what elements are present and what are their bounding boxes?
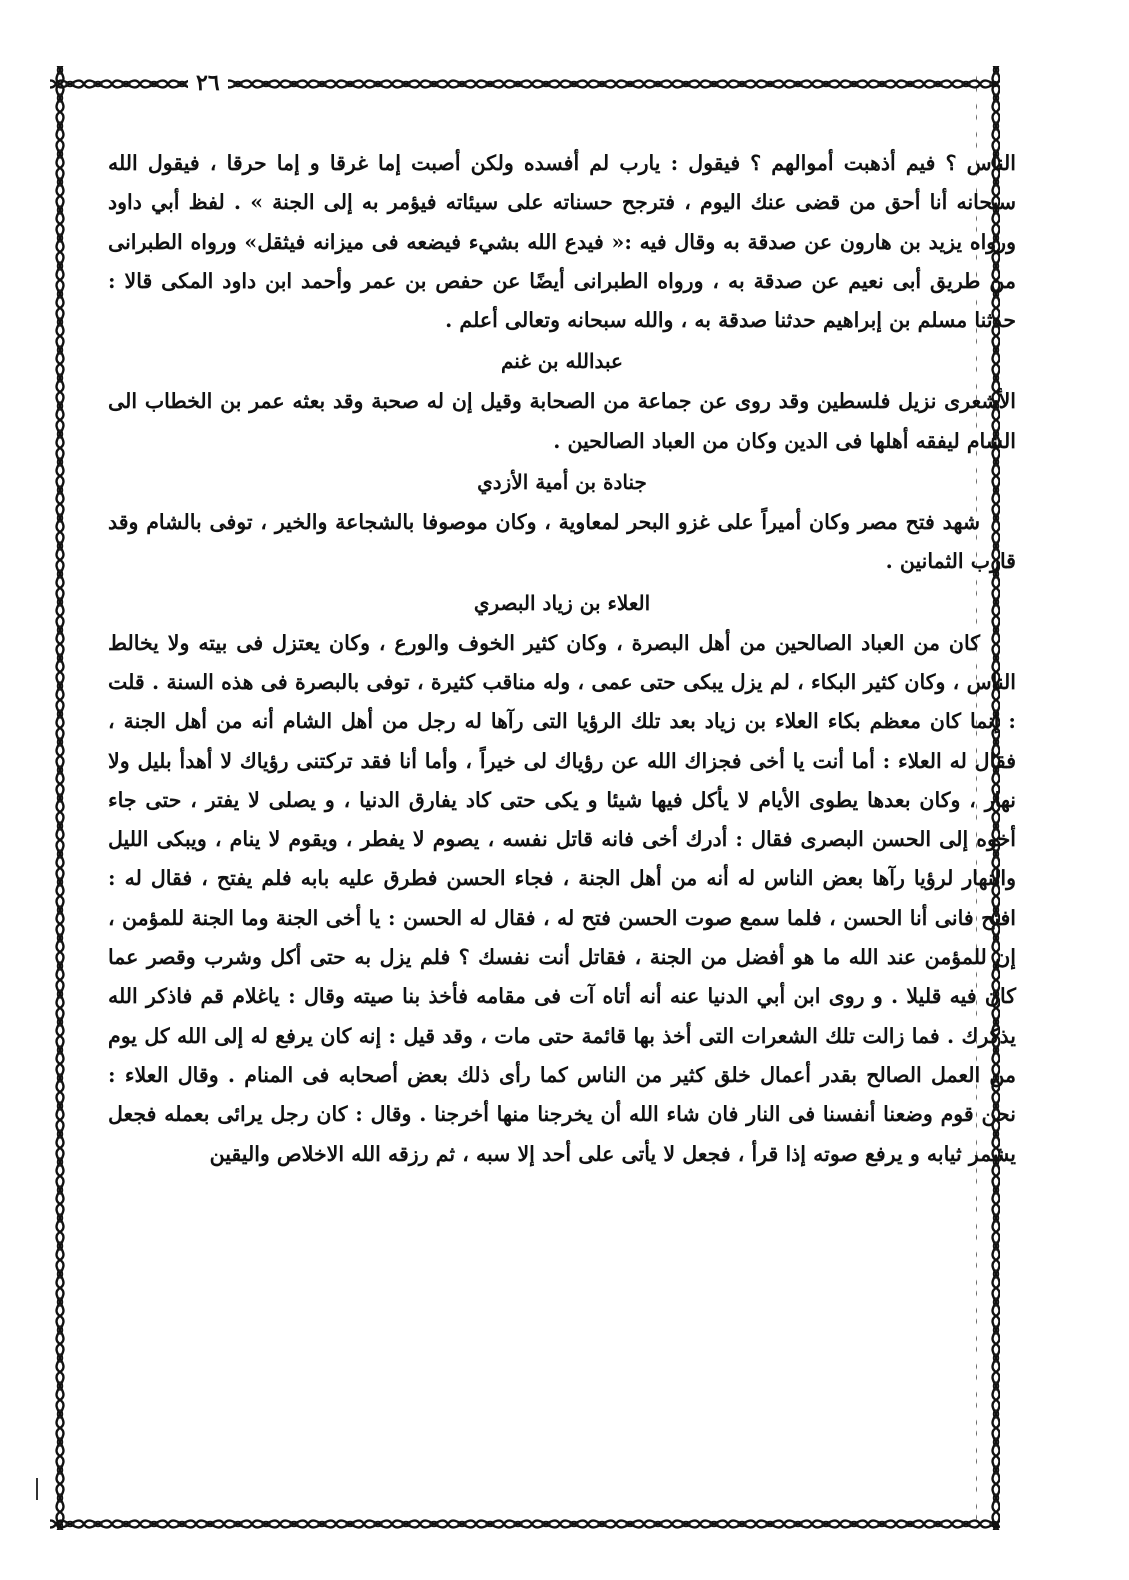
paragraph: الناس ؟ فيم أذهبت أموالهم ؟ فيقول : يارب لم أفسده ولكن أصبت إما غرقا و إما حرقا ، فيقول الله سبحانه أنا أحق من قضى عنك اليوم ، فترجح حسناته على سيئاته فيؤمر به إلى الجنة » . لفظ أبي داود ورواه يزيد بن هارون عن صدقة به وقال فيه :« فيدع الله بشيء فيضعه فى ميزانه فيثقل» ورواه الطبرانى من طريق أبى نعيم عن صدقة به ، ورواه الطبرانى أيضًا عن حفص بن عمر وأحمد ابن داود المكى قالا : حدثنا مسلم بن إبراهيم حدثنا صدقة به ، والله سبحانه وتعالى أعلم . (108, 151, 1016, 333)
section-heading: عبدالله بن غنم (501, 349, 623, 374)
section-heading: العلاء بن زياد البصري (473, 590, 651, 615)
margin-mark (36, 1478, 38, 1500)
paragraph: شهد فتح مصر وكان أميراً على غزو البحر لمعاوية ، وكان موصوفا بالشجاعة والخير ، توفى بالشام وقد قارب الثمانين . (108, 510, 1016, 574)
page-number: ٢٦ (188, 70, 228, 96)
page-text (108, 144, 1016, 1174)
paragraph: الأشعرى نزيل فلسطين وقد روى عن جماعة من الصحابة وقيل إن له صحبة وقد بعثه عمر بن الخطاب الى الشام ليفقه أهلها فى الدين وكان من العباد الصالحين . (108, 389, 1016, 453)
section-heading: جنادة بن أمية الأزدي (477, 470, 647, 495)
paragraph: كان من العباد الصالحين من أهل البصرة ، وكان كثير الخوف والورع ، وكان يعتزل فى بيته ولا يخالط الناس ، وكان كثير البكاء ، لم يزل يبكى حتى عمى ، وله مناقب كثيرة ، توفى بالبصرة فى هذه السنة . قلت : إنما كان معظم بكاء العلاء بن زياد بعد تلك الرؤيا التى رآها له رجل من أهل الشام أنه من أهل الجنة ، فقال له العلاء : أما أنت يا أخى فجزاك الله عن رؤياك لى خيراً ، وأما أنا فقد تركتنى رؤياك لا أهدأ بليل ولا نهار ، وكان بعدها يطوى الأيام لا يأكل فيها شيئا و يكى حتى كاد يفارق الدنيا ، و يصلى لا يفتر ، حتى جاء أخوه إلى الحسن البصرى فقال : أدرك أخى فانه قاتل نفسه ، يصوم لا يفطر ، ويقوم لا ينام ، ويبكى الليل والنهار لرؤيا رآها بعض الناس له أنه من أهل الجنة ، فجاء الحسن فطرق عليه بابه فلم يفتح ، فقال له : افتح فانى أنا الحسن ، فلما سمع صوت الحسن فتح له ، فقال له الحسن : يا أخى الجنة وما الجنة للمؤمن ، إن للمؤمن عند الله ما هو أفضل من الجنة ، فقاتل أنت نفسك ؟ فلم يزل به حتى أكل وشرب وقصر عما كان فيه قليلا . و روى ابن أبي الدنيا عنه أنه أتاه آت فى مقامه فأخذ بنا صيته وقال : ياغلام قم فاذكر الله يذكرك . فما زالت تلك الشعرات التى أخذ بها قائمة حتى مات ، وقد قيل : إنه كان يرفع له إلى الله كل يوم من العمل الصالح بقدر أعمال خلق كثير من الناس كما رأى ذلك بعض أصحابه فى المنام . وقال العلاء : نحن قوم وضعنا أنفسنا فى النار فان شاء الله أن يخرجنا منها أخرجنا . وقال : كان رجل يرائى بعمله فجعل يشمر ثيابه و يرفع صوته إذا قرأ ، فجعل لا يأتى على أحد إلا سبه ، ثم رزقه الله الاخلاص واليقين (108, 630, 1016, 1166)
